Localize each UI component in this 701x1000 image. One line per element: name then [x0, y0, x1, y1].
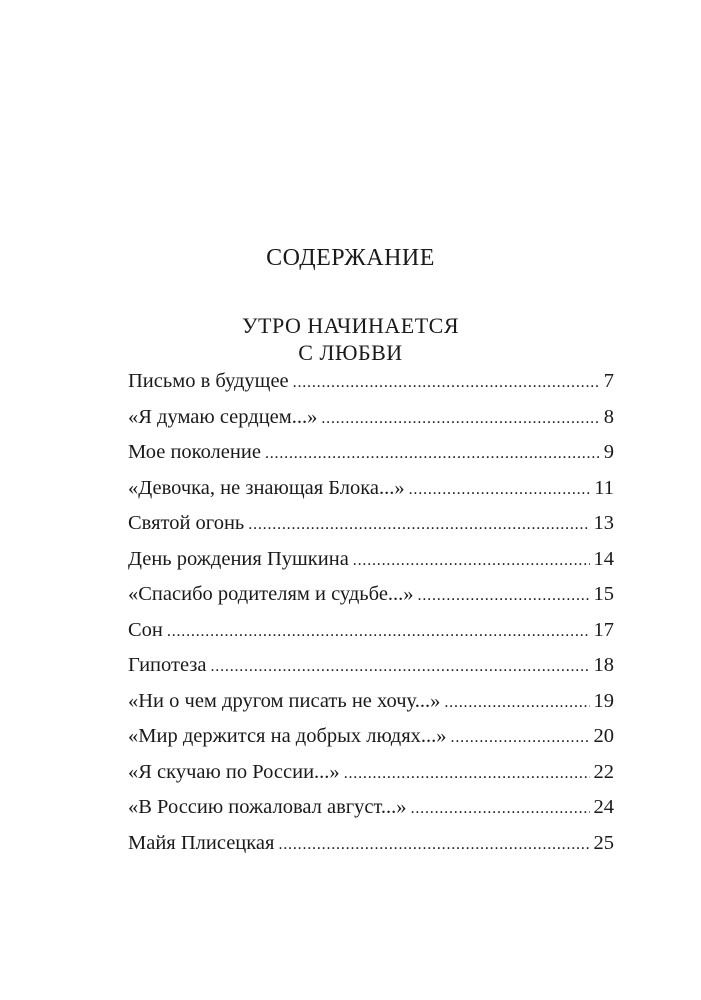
dot-leader: [248, 516, 589, 534]
contents-heading: СОДЕРЖАНИЕ: [266, 245, 435, 271]
toc-entry-page: 7: [603, 370, 614, 392]
toc-entry-page: 17: [593, 618, 614, 641]
dot-leader: [167, 623, 590, 641]
dot-leader: [344, 765, 590, 783]
toc-entry: [128, 690, 614, 726]
toc-entry-page: 11: [594, 476, 614, 499]
toc-entry-page: 20: [593, 725, 614, 747]
toc-entry-page: 18: [593, 654, 614, 676]
toc-entry-title: Письмо в будущее: [128, 370, 289, 392]
toc-entry: [128, 832, 614, 868]
dot-leader: [409, 481, 591, 499]
toc-entry: [128, 370, 614, 406]
toc-entry-title: Сон: [128, 618, 163, 641]
toc-entry-title: Мое поколение: [128, 441, 261, 463]
toc-entry-title: «В Россию пожаловал август...»: [128, 796, 407, 818]
dot-leader: [418, 587, 590, 605]
toc-entry-page: 13: [593, 512, 614, 534]
toc-entry: [128, 406, 614, 442]
dot-leader: [265, 445, 600, 463]
toc-entry: [128, 477, 614, 513]
toc-entry-title: Майя Плисецкая: [128, 831, 275, 854]
table-of-contents: [128, 370, 614, 867]
toc-entry: [128, 441, 614, 477]
toc-entry: [128, 654, 614, 690]
toc-entry-page: 22: [593, 760, 614, 783]
toc-entry-page: 25: [593, 831, 614, 854]
dot-leader: [211, 658, 590, 676]
toc-entry-title: Гипотеза: [128, 654, 207, 676]
dot-leader: [353, 552, 590, 570]
dot-leader: [411, 800, 590, 818]
toc-entry-title: «Девочка, не знающая Блока...»: [128, 476, 405, 499]
section-heading: [0, 312, 701, 366]
toc-entry-title: Святой огонь: [128, 512, 245, 534]
toc-entry: [128, 619, 614, 655]
toc-entry: [128, 761, 614, 797]
toc-entry-page: 19: [593, 689, 614, 712]
toc-entry-title: «Ни о чем другом писать не хочу...»: [128, 689, 441, 712]
toc-entry-page: 14: [593, 547, 614, 570]
toc-entry-page: 24: [593, 796, 614, 818]
section-heading-line-1: УТРО НАЧИНАЕТСЯ: [241, 313, 460, 338]
toc-entry: [128, 548, 614, 584]
toc-entry-title: «Мир держится на добрых людях...»: [128, 725, 447, 747]
toc-entry: [128, 583, 614, 619]
section-heading-line-2: С ЛЮБВИ: [298, 340, 403, 365]
toc-entry-title: «Спасибо родителям и судьбе...»: [128, 583, 414, 605]
toc-entry-page: 15: [593, 583, 614, 605]
toc-entry-page: 9: [603, 441, 614, 463]
toc-entry-title: День рождения Пушкина: [128, 547, 349, 570]
toc-entry-page: 8: [603, 405, 614, 428]
toc-entry: [128, 512, 614, 548]
dot-leader: [278, 836, 589, 854]
dot-leader: [293, 374, 600, 392]
toc-entry-title: «Я думаю сердцем...»: [128, 405, 318, 428]
dot-leader: [444, 694, 589, 712]
toc-entry: [128, 796, 614, 832]
toc-entry-title: «Я скучаю по России...»: [128, 760, 340, 783]
toc-entry: [128, 725, 614, 761]
dot-leader: [451, 729, 590, 747]
dot-leader: [321, 410, 599, 428]
